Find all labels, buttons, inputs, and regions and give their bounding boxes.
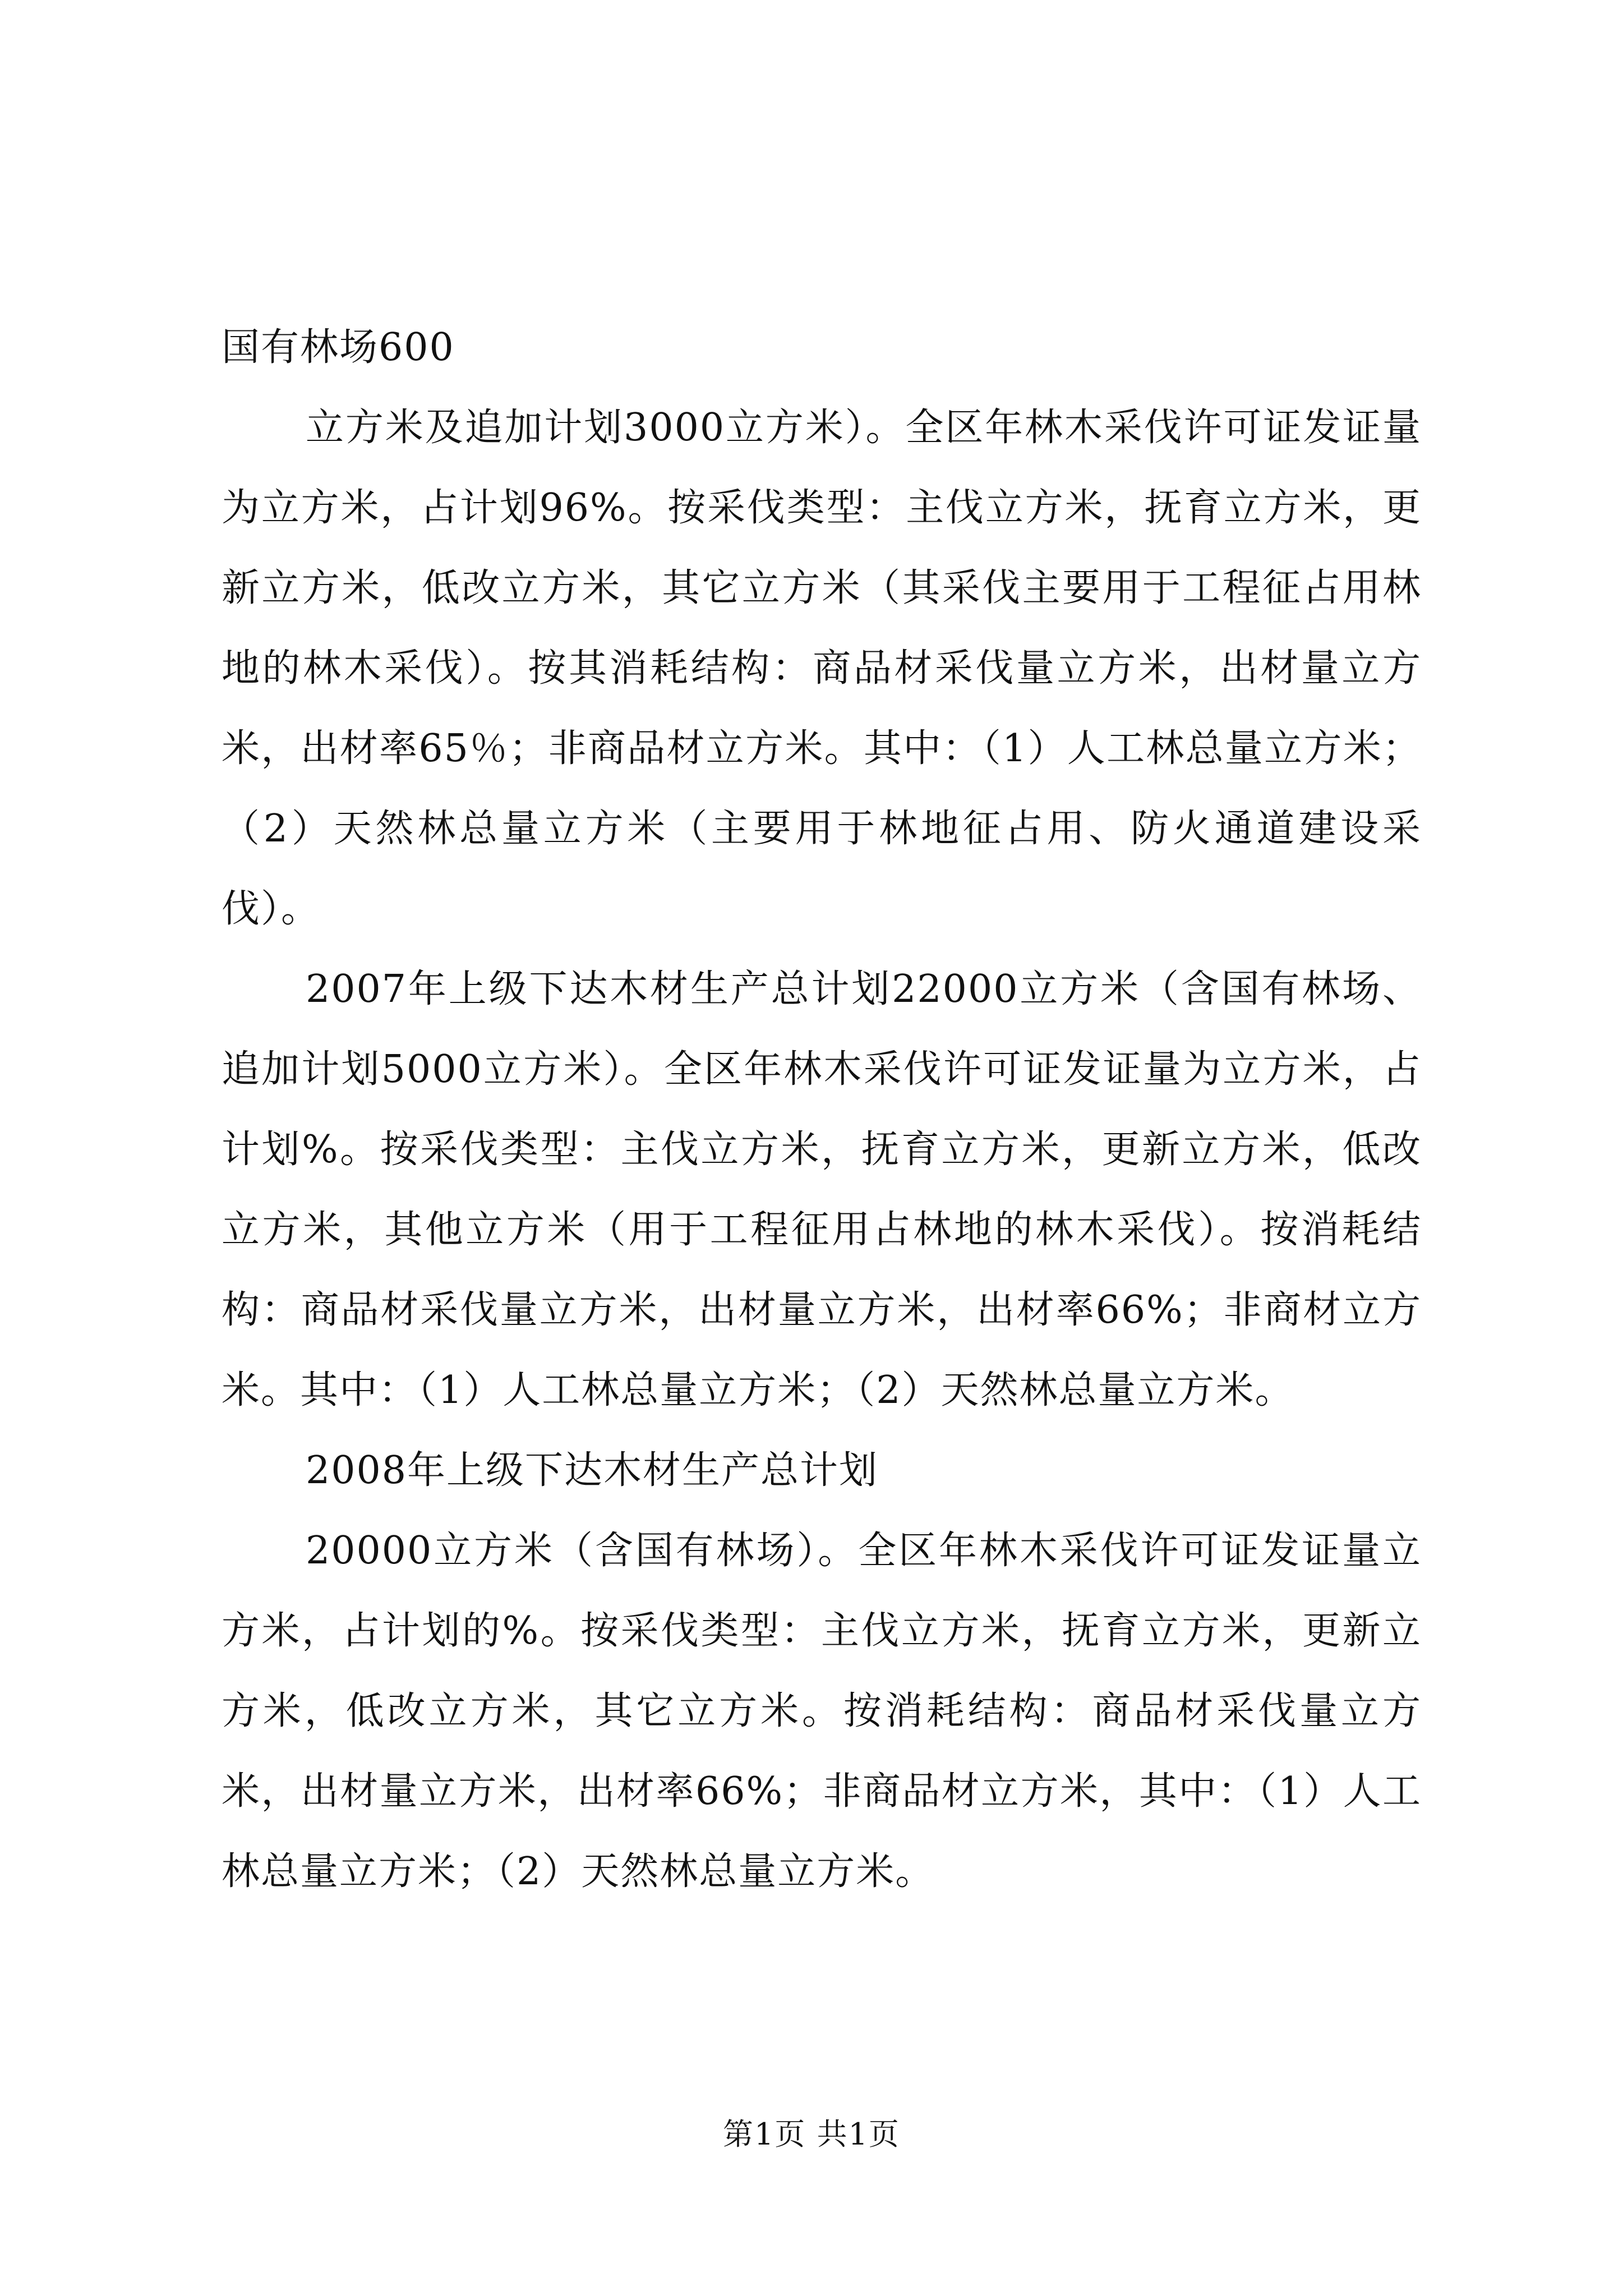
paragraph-4: 2008年上级下达木材生产总计划 [306,1448,879,1493]
paragraph-5: 20000立方米（含国有林场）。全区年林木采伐许可证发证量立方米，占计划的%。按采伐类型：主伐立方米，抚育立方米，更新立方米，低改立方米，其它立方米。按消耗结构：商品材采伐量立方米，出材量立方米，出材率66%；非商品材立方米，其中：（1）人工林总量立方米；（2）天然林总量立方米。 [222,1529,1422,1894]
page-footer: 第1页 共1页 [723,2116,900,2152]
paragraph-3: 2007年上级下达木材生产总计划22000立方米（含国有林场、追加计划5000立方米）。全区年林木采伐许可证发证量为立方米，占计划%。按采伐类型：主伐立方米，抚育立方米，更新立方米，低改立方米，其他立方米（用于工程征用占林地的林木采伐）。按消耗结构：商品材采伐量立方米，出材量立方米，出材率66%；非商材立方米。其中：（1）人工林总量立方米；（2）天然林总量立方米。 [222,967,1422,1412]
document-body [222,307,1422,1912]
paragraph-1: 国有林场600 [222,325,455,370]
paragraph-2: 立方米及追加计划3000立方米）。全区年林木采伐许可证发证量为立方米，占计划96%。按采伐类型：主伐立方米，抚育立方米，更新立方米，低改立方米，其它立方米（其采伐主要用于工程征占用林地的林木采伐）。按其消耗结构：商品材采伐量立方米，出材量立方米，出材率65％；非商品材立方米。其中：（1）人工林总量立方米；（2）天然林总量立方米（主要用于林地征占用、防火通道建设采伐）。 [222,406,1422,931]
